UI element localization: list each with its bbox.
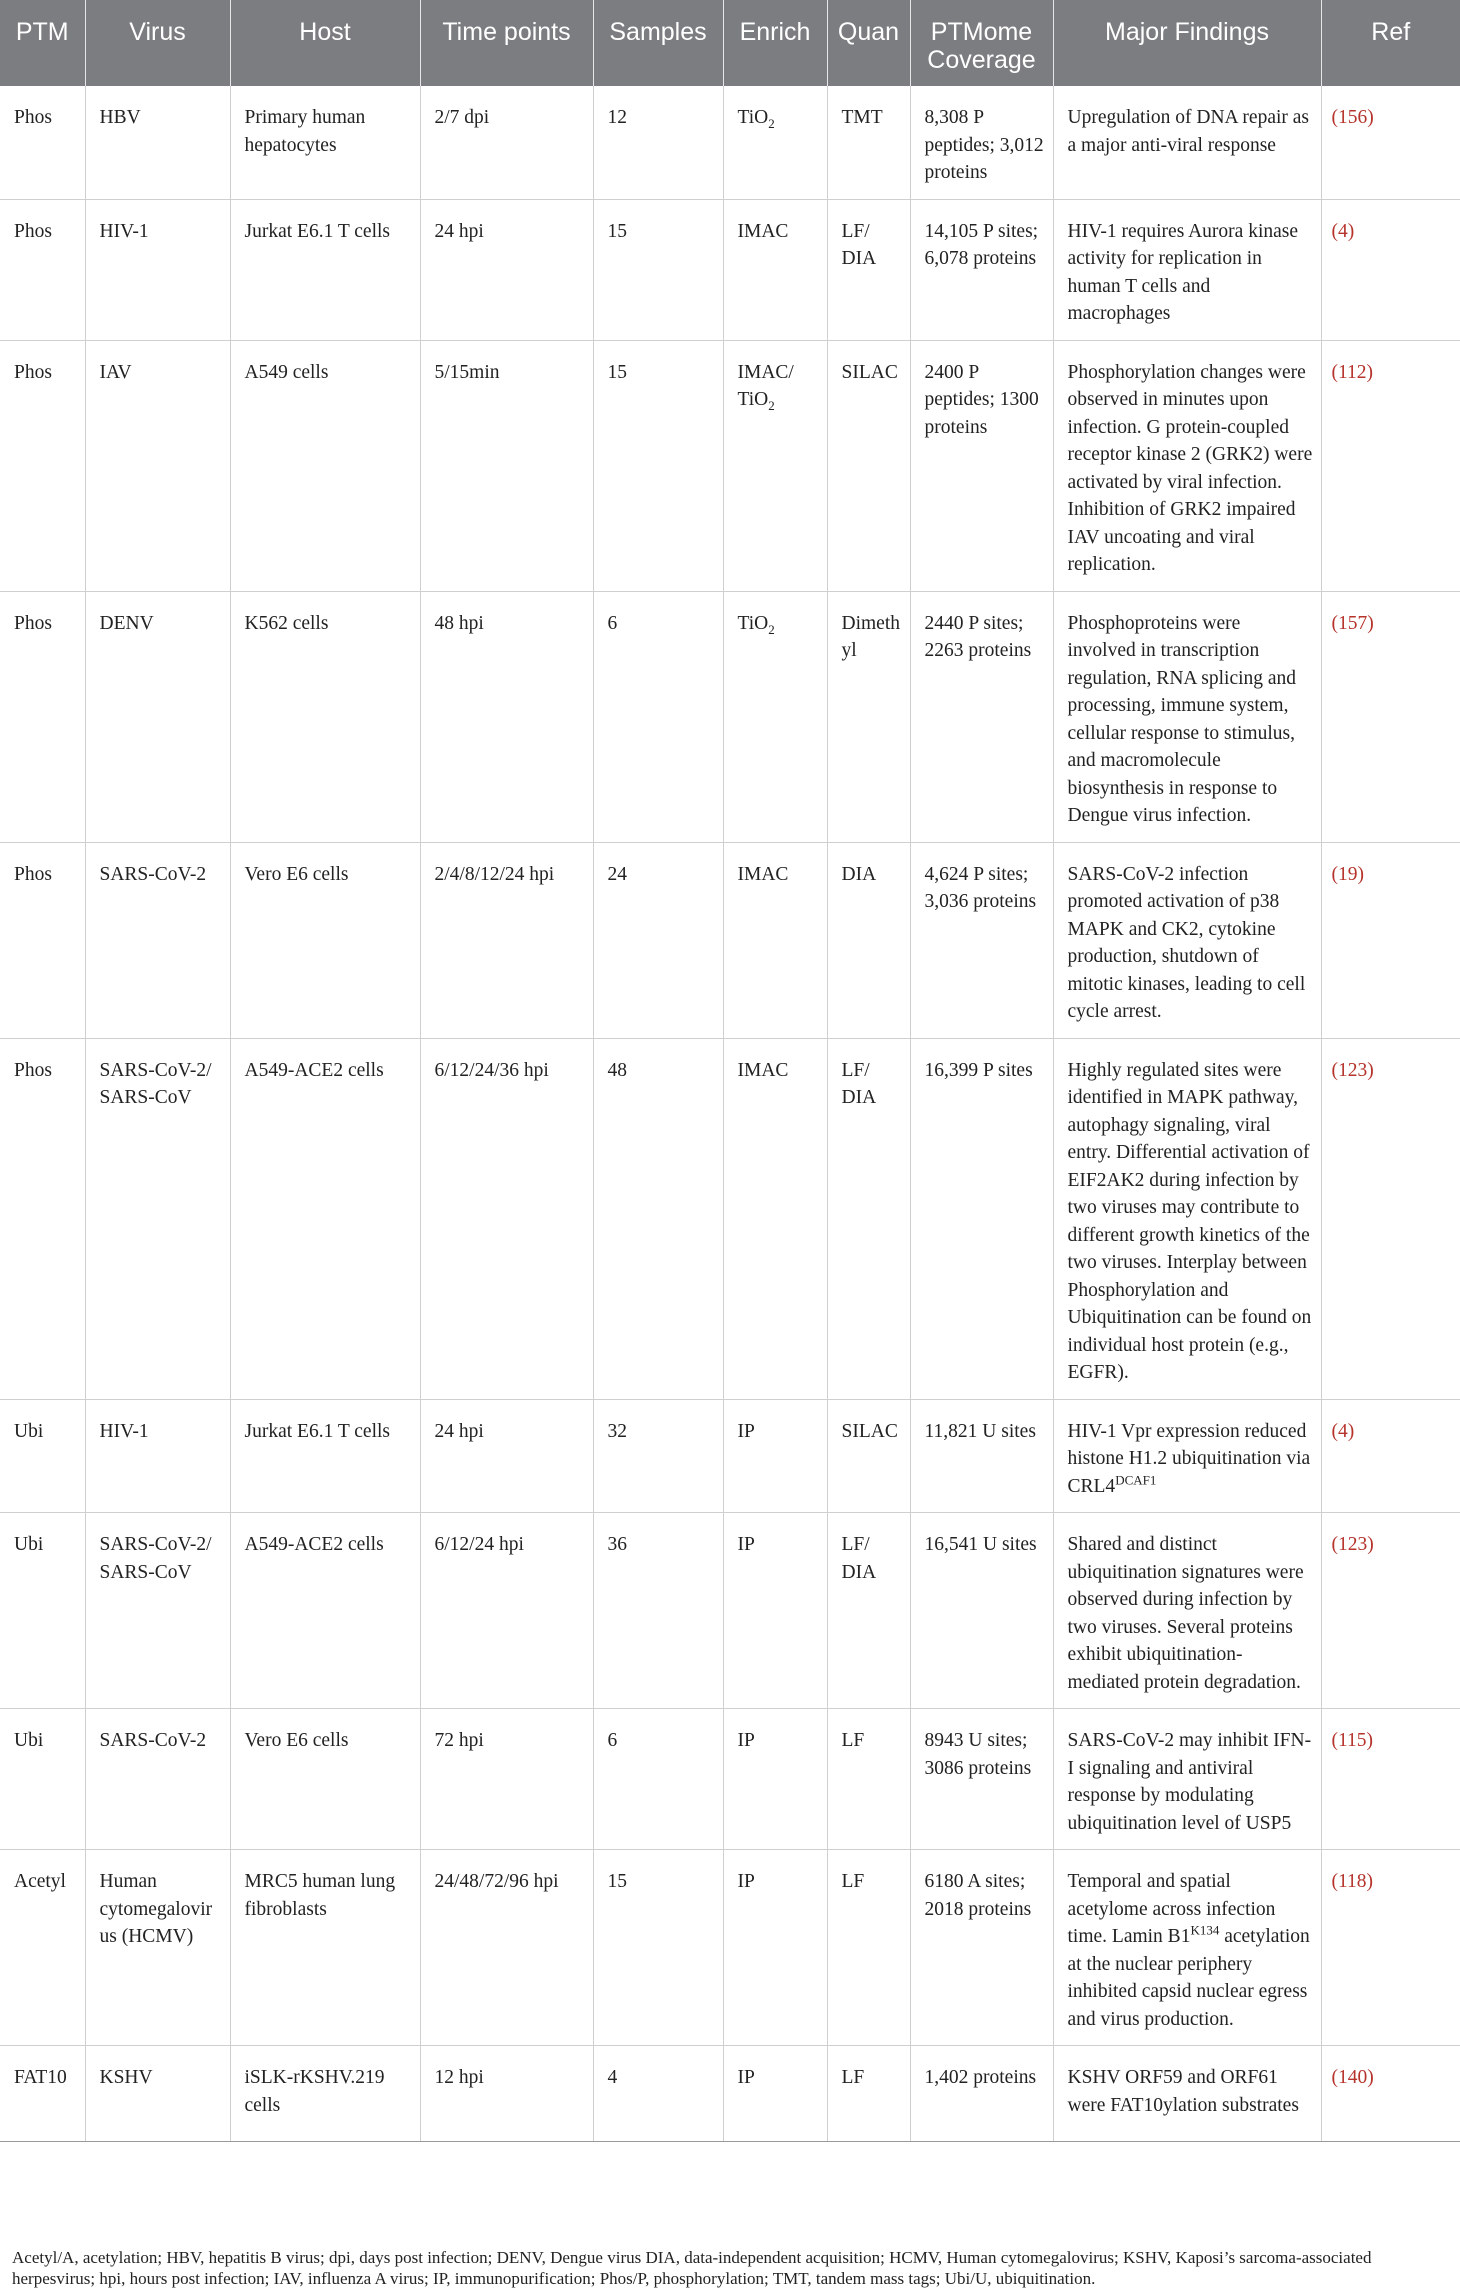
cell-time-points: 24 hpi: [420, 1399, 593, 1513]
cell-virus: IAV: [85, 340, 230, 591]
cell-ptm: Phos: [0, 1038, 85, 1399]
cell-time-points: 6/12/24/36 hpi: [420, 1038, 593, 1399]
table-row: [0, 842, 1460, 1038]
cell-quan: LF: [827, 1709, 910, 1850]
findings-text: Phosphoproteins were involved in transcription regulation, RNA splicing and processing, immune system, cellular response to stimulus, and macromolecule biosynthesis in response to Dengue virus infection.: [1067, 612, 1297, 826]
cell-samples: 6: [593, 591, 723, 842]
cell-major-findings: [1053, 591, 1321, 842]
enrich-text: IP: [737, 1534, 755, 1555]
cell-quan: LF/ DIA: [827, 1513, 910, 1709]
cell-time-points: 6/12/24 hpi: [420, 1513, 593, 1709]
enrich-text: IMAC/ TiO: [737, 361, 794, 410]
findings-text: KSHV ORF59 and ORF61 were FAT10ylation substrates: [1067, 2067, 1299, 2116]
enrich-subscript: 2: [768, 621, 775, 637]
findings-text: Upregulation of DNA repair as a major anti-viral response: [1067, 107, 1310, 156]
table-row: [0, 1038, 1460, 1399]
cell-host: A549 cells: [230, 340, 420, 591]
cell-major-findings: [1053, 1399, 1321, 1513]
cell-quan: LF/ DIA: [827, 1038, 910, 1399]
enrich-text: IP: [737, 1730, 755, 1751]
header-coverage-line2: Coverage: [927, 46, 1036, 74]
cell-enrich: [723, 1850, 827, 2046]
cell-ptm: Phos: [0, 340, 85, 591]
findings-text: Phosphorylation changes were observed in minutes upon infection. G protein-coupled receptor kinase 2 (GRK2) were activated by viral infection. Inhibition of GRK2 impaired IAV uncoating and viral replication.: [1067, 361, 1313, 575]
cell-samples: 15: [593, 340, 723, 591]
cell-coverage: 1,402 proteins: [910, 2046, 1053, 2142]
cell-ref-link[interactable]: (4): [1321, 199, 1460, 340]
header-coverage-line1: PTMome: [930, 18, 1033, 46]
cell-virus: DENV: [85, 591, 230, 842]
header-virus: Virus: [85, 0, 230, 86]
header-major-findings: Major Findings: [1053, 0, 1321, 86]
cell-ref-link[interactable]: (157): [1321, 591, 1460, 842]
findings-text: SARS-CoV-2 may inhibit IFN-I signaling and antiviral response by modulating ubiquitination level of USP5: [1067, 1730, 1312, 1834]
cell-ref-link[interactable]: (123): [1321, 1038, 1460, 1399]
findings-text: SARS-CoV-2 infection promoted activation of p38 MAPK and CK2, cytokine production, shutdown of mitotic kinases, leading to cell cycle arrest.: [1067, 863, 1306, 1022]
cell-quan: LF/ DIA: [827, 199, 910, 340]
enrich-text: IP: [737, 1871, 755, 1892]
cell-enrich: [723, 2046, 827, 2142]
cell-time-points: 12 hpi: [420, 2046, 593, 2142]
table-row: [0, 591, 1460, 842]
cell-coverage: 2400 P peptides; 1300 proteins: [910, 340, 1053, 591]
header-coverage: [910, 0, 1053, 86]
cell-samples: 24: [593, 842, 723, 1038]
header-time-points: Time points: [420, 0, 593, 86]
cell-host: K562 cells: [230, 591, 420, 842]
cell-ptm: Phos: [0, 591, 85, 842]
cell-samples: 15: [593, 199, 723, 340]
cell-quan: Dimethyl: [827, 591, 910, 842]
cell-virus: SARS-CoV-2/ SARS-CoV: [85, 1038, 230, 1399]
cell-coverage: 8,308 P peptides; 3,012 proteins: [910, 86, 1053, 199]
header-samples: Samples: [593, 0, 723, 86]
table-row: [0, 1850, 1460, 2046]
table-body: [0, 86, 1460, 2142]
enrich-text: IMAC: [737, 1059, 789, 1081]
cell-enrich: [723, 591, 827, 842]
enrich-text: IMAC: [737, 863, 789, 885]
cell-virus: SARS-CoV-2: [85, 842, 230, 1038]
cell-major-findings: [1053, 199, 1321, 340]
cell-samples: 32: [593, 1399, 723, 1513]
cell-time-points: 72 hpi: [420, 1709, 593, 1850]
table-row: [0, 86, 1460, 199]
cell-coverage: 14,105 P sites; 6,078 proteins: [910, 199, 1053, 340]
cell-coverage: 6180 A sites; 2018 proteins: [910, 1850, 1053, 2046]
cell-ptm: Ubi: [0, 1513, 85, 1709]
cell-enrich: [723, 1399, 827, 1513]
cell-virus: HIV-1: [85, 199, 230, 340]
table-header: [0, 0, 1460, 86]
cell-host: MRC5 human lung fibroblasts: [230, 1850, 420, 2046]
table-row: [0, 340, 1460, 591]
cell-time-points: 5/15min: [420, 340, 593, 591]
findings-text-tail: acetylation at the nuclear periphery inhibited capsid nuclear egress and virus production.: [1067, 1926, 1310, 2030]
cell-samples: 36: [593, 1513, 723, 1709]
cell-ref-link[interactable]: (123): [1321, 1513, 1460, 1709]
enrich-text: TiO: [737, 107, 769, 128]
cell-major-findings: [1053, 2046, 1321, 2142]
enrich-text: IMAC: [737, 220, 789, 242]
cell-enrich: [723, 86, 827, 199]
cell-major-findings: [1053, 1850, 1321, 2046]
cell-time-points: 24/48/72/96 hpi: [420, 1850, 593, 2046]
header-quan: Quan: [827, 0, 910, 86]
cell-ptm: Acetyl: [0, 1850, 85, 2046]
cell-quan: LF: [827, 2046, 910, 2142]
cell-host: Primary human hepatocytes: [230, 86, 420, 199]
cell-quan: DIA: [827, 842, 910, 1038]
cell-quan: TMT: [827, 86, 910, 199]
cell-time-points: 48 hpi: [420, 591, 593, 842]
cell-enrich: [723, 1038, 827, 1399]
cell-virus: HIV-1: [85, 1399, 230, 1513]
findings-text: Shared and distinct ubiquitination signatures were observed during infection by two viruses. Several proteins exhibit ubiquitination-mediated protein degradation.: [1067, 1534, 1304, 1693]
cell-virus: Human cytomegalovirus (HCMV): [85, 1850, 230, 2046]
cell-host: iSLK-rKSHV.219 cells: [230, 2046, 420, 2142]
header-ref: Ref: [1321, 0, 1460, 86]
cell-quan: SILAC: [827, 340, 910, 591]
cell-coverage: 16,541 U sites: [910, 1513, 1053, 1709]
cell-major-findings: [1053, 340, 1321, 591]
header-row: [0, 0, 1460, 86]
cell-enrich: [723, 340, 827, 591]
cell-major-findings: [1053, 1038, 1321, 1399]
cell-ref-link[interactable]: (118): [1321, 1850, 1460, 2046]
cell-coverage: 8943 U sites; 3086 proteins: [910, 1709, 1053, 1850]
cell-host: Vero E6 cells: [230, 842, 420, 1038]
header-host: Host: [230, 0, 420, 86]
cell-major-findings: [1053, 842, 1321, 1038]
cell-ref-link[interactable]: (156): [1321, 86, 1460, 199]
enrich-text: IP: [737, 1420, 755, 1442]
enrich-subscript: 2: [768, 115, 775, 131]
findings-text: HIV-1 Vpr expression reduced histone H1.2 ubiquitination via CRL4: [1067, 1420, 1311, 1497]
enrich-subscript: 2: [768, 397, 775, 413]
cell-enrich: [723, 1709, 827, 1850]
cell-virus: KSHV: [85, 2046, 230, 2142]
enrich-text: IP: [737, 2067, 755, 2088]
cell-host: Jurkat E6.1 T cells: [230, 1399, 420, 1513]
findings-superscript: K134: [1190, 1922, 1220, 1938]
cell-virus: HBV: [85, 86, 230, 199]
cell-major-findings: [1053, 1513, 1321, 1709]
cell-coverage: 16,399 P sites: [910, 1038, 1053, 1399]
cell-coverage: 2440 P sites; 2263 proteins: [910, 591, 1053, 842]
table-row: [0, 1513, 1460, 1709]
cell-quan: LF: [827, 1850, 910, 2046]
cell-virus: SARS-CoV-2/ SARS-CoV: [85, 1513, 230, 1709]
cell-host: A549-ACE2 cells: [230, 1038, 420, 1399]
table-row: [0, 199, 1460, 340]
cell-coverage: 4,624 P sites; 3,036 proteins: [910, 842, 1053, 1038]
cell-host: A549-ACE2 cells: [230, 1513, 420, 1709]
cell-ref-link[interactable]: (19): [1321, 842, 1460, 1038]
cell-time-points: 2/4/8/12/24 hpi: [420, 842, 593, 1038]
cell-coverage: 11,821 U sites: [910, 1399, 1053, 1513]
table-footnote: Acetyl/A, acetylation; HBV, hepatitis B virus; dpi, days post infection; DENV, Dengue virus DIA, data-independent acquisition; HCMV, Human cytomegalovirus; KSHV, Kaposi’s sarcoma-associated herpesvirus; hpi, hours post infection; IAV, influenza A virus; IP, immunopurification; Phos/P, phosphorylation; TMT, tandem mass tags; Ubi/U, ubiquitination.: [12, 2248, 1372, 2288]
cell-ptm: Phos: [0, 842, 85, 1038]
header-ptm: PTM: [0, 0, 85, 86]
cell-host: Jurkat E6.1 T cells: [230, 199, 420, 340]
cell-host: Vero E6 cells: [230, 1709, 420, 1850]
cell-samples: 15: [593, 1850, 723, 2046]
cell-time-points: 24 hpi: [420, 199, 593, 340]
cell-enrich: [723, 842, 827, 1038]
cell-major-findings: [1053, 86, 1321, 199]
cell-ptm: Ubi: [0, 1399, 85, 1513]
cell-ref-link[interactable]: (4): [1321, 1399, 1460, 1513]
cell-ptm: Phos: [0, 86, 85, 199]
table-row: [0, 2046, 1460, 2142]
cell-time-points: 2/7 dpi: [420, 86, 593, 199]
findings-superscript: DCAF1: [1115, 1472, 1157, 1487]
enrich-text: TiO: [737, 612, 769, 634]
cell-enrich: [723, 1513, 827, 1709]
cell-ref-link[interactable]: (112): [1321, 340, 1460, 591]
cell-samples: 4: [593, 2046, 723, 2142]
cell-ptm: FAT10: [0, 2046, 85, 2142]
findings-text: Temporal and spatial acetylome across infection time. Lamin B1: [1067, 1871, 1276, 1947]
cell-ref-link[interactable]: (115): [1321, 1709, 1460, 1850]
cell-samples: 12: [593, 86, 723, 199]
cell-ref-link[interactable]: (140): [1321, 2046, 1460, 2142]
cell-samples: 48: [593, 1038, 723, 1399]
cell-ptm: Phos: [0, 199, 85, 340]
findings-text: Highly regulated sites were identified in MAPK pathway, autophagy signaling, viral entry. Differential activation of EIF2AK2 during infection by two viruses may contribute to different growth kinetics of the two viruses. Interplay between Phosphorylation and Ubiquitination can be found on individual host protein (e.g., EGFR).: [1067, 1059, 1312, 1383]
header-enrich: Enrich: [723, 0, 827, 86]
cell-samples: 6: [593, 1709, 723, 1850]
cell-enrich: [723, 199, 827, 340]
cell-quan: SILAC: [827, 1399, 910, 1513]
table-row: [0, 1709, 1460, 1850]
cell-major-findings: [1053, 1709, 1321, 1850]
table-row: [0, 1399, 1460, 1513]
cell-ptm: Ubi: [0, 1709, 85, 1850]
cell-virus: SARS-CoV-2: [85, 1709, 230, 1850]
findings-text: HIV-1 requires Aurora kinase activity for replication in human T cells and macrophages: [1067, 220, 1299, 324]
